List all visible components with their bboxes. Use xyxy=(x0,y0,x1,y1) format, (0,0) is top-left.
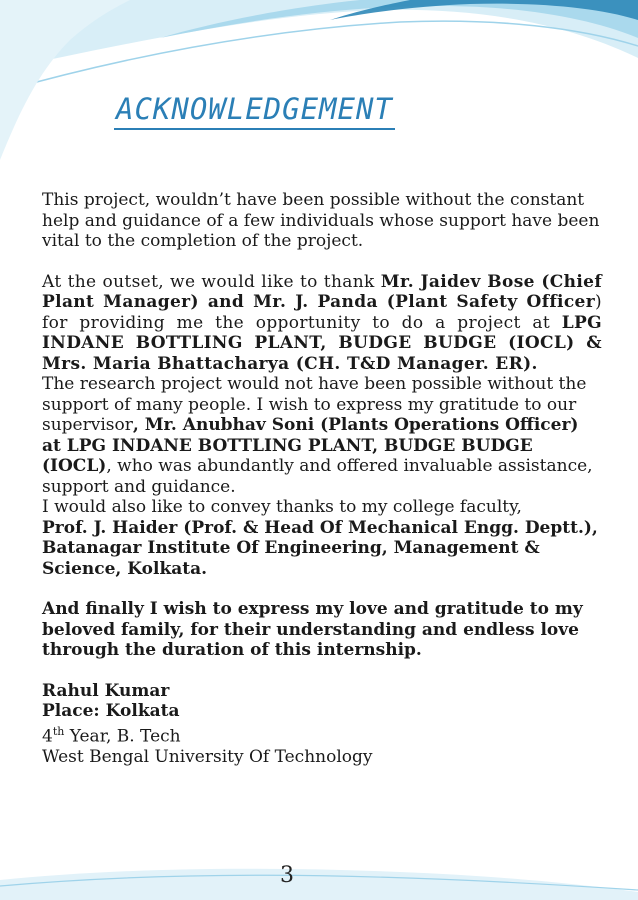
year-rest: Year, B. Tech xyxy=(64,726,181,747)
signature-university: West Bengal University Of Technology xyxy=(42,746,373,767)
faculty-paragraph xyxy=(42,497,602,579)
thanks-paragraph xyxy=(42,272,602,375)
research-text-1: The research project would not have been possible without the support of many people. I wish to express my gratitude to our supervisor xyxy=(42,374,587,435)
year-number: 4 xyxy=(42,726,53,747)
page-number: 3 xyxy=(280,863,294,888)
signature-block xyxy=(42,681,602,768)
signature-place: Place: Kolkata xyxy=(42,701,180,721)
signature-year xyxy=(42,722,602,747)
thanks-bold-2: LPG INDANE BOTTLING PLANT, BUDGE BUDGE (IOCL) & Mrs. Maria Bhattacharya (CH. T&D Manager. ER). xyxy=(42,312,602,374)
acknowledgement-body xyxy=(42,190,602,767)
signature-name: Rahul Kumar xyxy=(42,680,170,701)
faculty-bold-1: Prof. J. Haider (Prof. & Head Of Mechanical Engg. Deptt.), Batanagar Institute Of Engineering, Management & Science, Kolkata. xyxy=(42,517,598,579)
year-suffix: th xyxy=(52,724,65,738)
family-paragraph xyxy=(42,599,602,661)
family-text: And finally I wish to express my love and gratitude to my beloved family, for their understanding and endless love through the duration of this internship. xyxy=(42,599,583,660)
research-paragraph xyxy=(42,374,602,497)
intro-paragraph: This project, wouldn’t have been possible without the constant help and guidance of a few individuals whose support have been vital to the completion of the project. xyxy=(42,190,600,251)
thanks-text-1: At the outset, we would like to thank xyxy=(42,271,381,292)
research-bold-1: , Mr. Anubhav Soni (Plants Operations Officer) at LPG INDANE BOTTLING PLANT, BUDGE BUDGE (IOCL) xyxy=(42,415,579,476)
faculty-text-1: I would also like to convey thanks to my college faculty, xyxy=(42,497,522,517)
research-text-2: , who was abundantly and offered invaluable assistance, support and guidance. xyxy=(42,456,593,497)
thanks-text-2: ) for providing me the opportunity to do a project at xyxy=(42,292,602,333)
page-title: ACKNOWLEDGEMENT xyxy=(114,92,395,130)
thanks-bold-1: Mr. Jaidev Bose (Chief Plant Manager) and Mr. J. Panda (Plant Safety Officer xyxy=(42,271,602,312)
